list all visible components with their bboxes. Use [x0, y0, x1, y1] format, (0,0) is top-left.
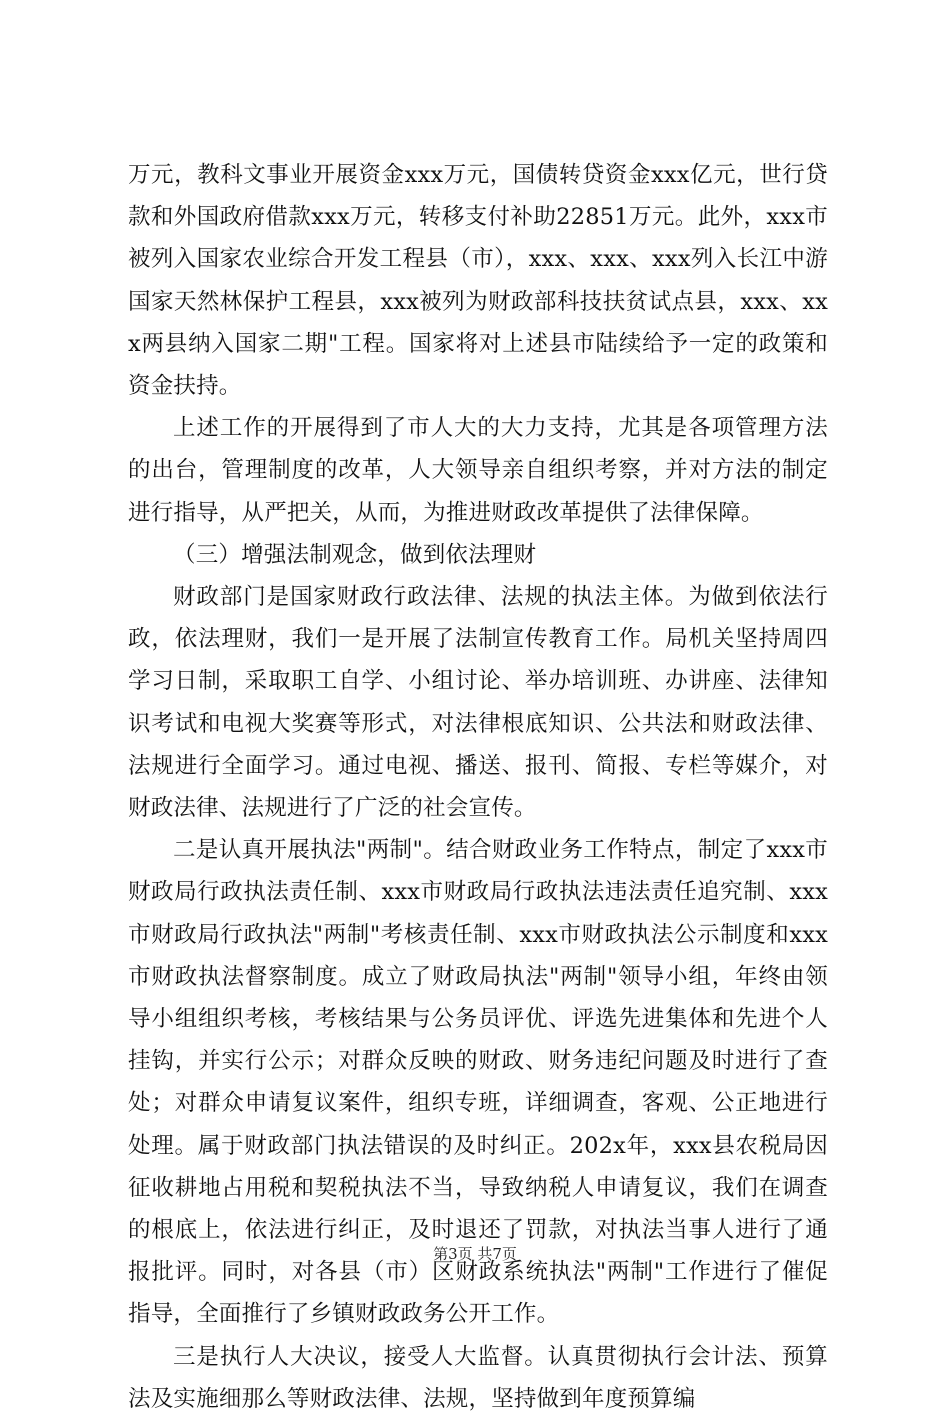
section-heading-rule-of-law: （三）增强法制观念，做到依法理财 — [173, 541, 537, 568]
page-number-footer: 第3页 共7页 — [433, 1245, 517, 1263]
paragraph-funding-list: 万元，教科文事业开展资金xxx万元，国债转贷资金xxx亿元，世行贷款和外国政府借款xxx万元，转移支付补助22851万元。此外，xxx市被列入国家农业综合开发工程县（市），xxx、xxx、xxx列入长江中游国家天然林保护工程县，xxx被列为财政部科技扶贫试点县，xxx、xxx两县纳入国家二期"工程。国家将对上述县市陆续给予一定的政策和资金扶持。 — [128, 162, 828, 400]
paragraph-two-systems: 二是认真开展执法"两制"。结合财政业务工作特点，制定了xxx市财政局行政执法责任制、xxx市财政局行政执法违法责任追究制、xxx市财政局行政执法"两制"考核责任制、xxx市财政执法公示制度和xxx市财政执法督察制度。成立了财政局执法"两制"领导小组，年终由领导小组组织考核，考核结果与公务员评优、评选先进集体和先进个人挂钩，并实行公示；对群众反映的财政、财务违纪问题及时进行了查处；对群众申请复议案件，组织专班，详细调查，客观、公正地进行处理。属于财政部门执法错误的及时纠正。202x年，xxx县农税局因征收耕地占用税和契税执法不当，导致纳税人申请复议，我们在调查的根底上，依法进行纠正，及时退还了罚款，对执法当事人进行了通报批评。同时，对各县（市）区财政系统执法"两制"工作进行了催促指导，全面推行了乡镇财政政务公开工作。 — [128, 837, 828, 1328]
paragraph-legal-education: 财政部门是国家财政行政法律、法规的执法主体。为做到依法行政，依法理财，我们一是开展了法制宣传教育工作。局机关坚持周四学习日制，采取职工自学、小组讨论、举办培训班、办讲座、法律知识考试和电视大奖赛等形式，对法律根底知识、公共法和财政法律、法规进行全面学习。通过电视、播送、报刊、简报、专栏等媒介，对财政法律、法规进行了广泛的社会宣传。 — [128, 584, 828, 822]
document-body — [128, 154, 828, 1420]
paragraph-npc-support: 上述工作的开展得到了市人大的大力支持，尤其是各项管理方法的出台，管理制度的改革，人大领导亲自组织考察，并对方法的制定进行指导，从严把关，从而，为推进财政改革提供了法律保障。 — [128, 415, 828, 526]
paragraph-npc-supervision: 三是执行人大决议，接受人大监督。认真贯彻执行会计法、预算法及实施细那么等财政法律、法规，坚持做到年度预算编 — [128, 1343, 828, 1412]
